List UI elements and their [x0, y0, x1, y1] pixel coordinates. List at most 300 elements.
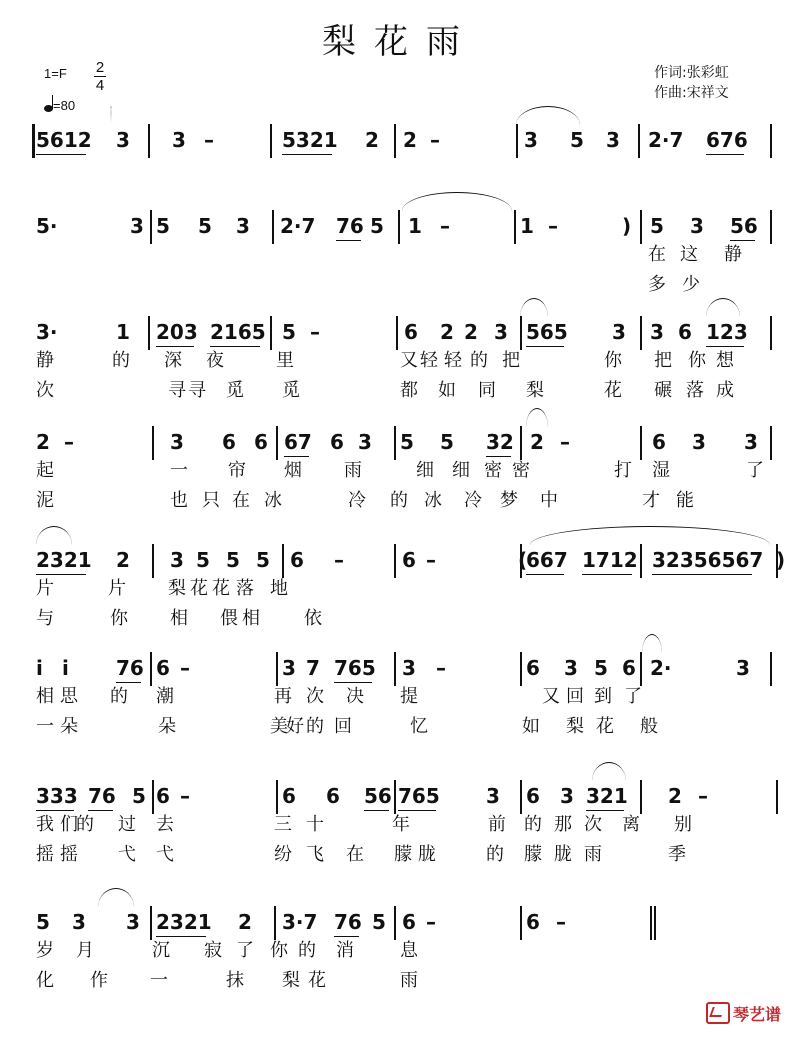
bar-line [152, 780, 154, 814]
lyric-char: 飞 [306, 844, 324, 865]
note: – [436, 656, 446, 680]
lyric-char: 朦 [394, 844, 412, 865]
note: 2321 [156, 910, 212, 934]
bar-line [640, 544, 642, 578]
lyric-char: 胧 [554, 844, 572, 865]
bar-line [148, 124, 150, 158]
lyric-char: 相 [242, 608, 260, 629]
lyric-char: 寻 [188, 380, 206, 401]
note: 2165 [210, 320, 266, 344]
lyric-char: 相 [170, 608, 188, 629]
note: 5· [36, 214, 58, 238]
bar-line [520, 906, 522, 940]
note: 7 [306, 656, 320, 680]
note: i [36, 656, 43, 680]
lyric-char: 能 [676, 490, 694, 511]
note: 3 [494, 320, 508, 344]
beam-underline [706, 154, 744, 155]
note: 1 [408, 214, 422, 238]
lyric-char: 岁 [36, 940, 54, 961]
note: – [64, 430, 74, 454]
beam-underline [36, 154, 86, 155]
note: 5 [226, 548, 240, 572]
bar-line [516, 124, 518, 158]
note: 3 [402, 656, 416, 680]
lyric-char: 好 [286, 716, 304, 737]
lyric-char: 烟 [284, 460, 302, 481]
bar-line [640, 316, 642, 350]
note: 5 [256, 548, 270, 572]
beam-underline [156, 936, 206, 937]
lyric-char: 片 [108, 578, 126, 599]
lyric-char: 成 [716, 380, 734, 401]
lyric-char: 了 [624, 686, 642, 707]
bar-line [520, 780, 522, 814]
beam-underline [88, 810, 113, 811]
note: 5 [594, 656, 608, 680]
note: 2 [440, 320, 454, 344]
lyric-char: 花 [212, 578, 230, 599]
note: 123 [706, 320, 748, 344]
lyric-char: 依 [304, 608, 322, 629]
note: – [426, 548, 436, 572]
lyric-char: 过 [118, 814, 136, 835]
bar-line [276, 652, 278, 686]
note: 6 [156, 784, 170, 808]
lyric-char: 十 [306, 814, 324, 835]
note: 3 [650, 320, 664, 344]
beam-underline [582, 574, 632, 575]
lyric-char: 片 [36, 578, 54, 599]
note: 6 [402, 548, 416, 572]
lyric-char: 轻 [420, 350, 438, 371]
lyric-char: 静 [724, 244, 742, 265]
lyric-char: 月 [76, 940, 94, 961]
watermark-logo [706, 1002, 781, 1025]
lyric-char: 想 [716, 350, 734, 371]
lyric-char: 你 [270, 940, 288, 961]
lyric-char: 少 [682, 274, 700, 295]
beam-underline [652, 574, 752, 575]
note: 3 [486, 784, 500, 808]
lyric-char: 泥 [36, 490, 54, 511]
note: 333 [36, 784, 78, 808]
lyric-char: 的 [390, 490, 408, 511]
composer-credit: 作曲:宋祥文 [654, 85, 729, 101]
note: 6 [526, 656, 540, 680]
note: – [440, 214, 450, 238]
note: 3 [72, 910, 86, 934]
note: 321 [586, 784, 628, 808]
note: ) [776, 548, 786, 572]
lyric-char: 冰 [264, 490, 282, 511]
note: 5 [196, 548, 210, 572]
note: 6 [404, 320, 418, 344]
lyric-char: 梨 [566, 716, 584, 737]
lyric-char: 地 [270, 578, 288, 599]
lyric-char: 你 [688, 350, 706, 371]
note: 2 [365, 128, 379, 152]
lyric-char: 落 [236, 578, 254, 599]
bar-line [770, 210, 772, 244]
lyric-char: 梦 [500, 490, 518, 511]
note: 6 [156, 656, 170, 680]
bar-line [394, 906, 396, 940]
beam-underline [284, 456, 309, 457]
lyric-char: 寂 [204, 940, 222, 961]
lyric-char: 别 [674, 814, 692, 835]
bar-line [640, 780, 642, 814]
slur-mark [526, 408, 548, 427]
watermark-text: 琴艺谱 [733, 1005, 782, 1024]
beam-underline [730, 240, 755, 241]
lyric-char: 的 [76, 814, 94, 835]
lyric-char: 打 [614, 460, 632, 481]
note: 6 [622, 656, 636, 680]
note: 2 [116, 548, 130, 572]
bar-line [276, 780, 278, 814]
logo-icon [706, 1002, 730, 1024]
lyric-char: 如 [522, 716, 540, 737]
lyric-char: 梨 [282, 970, 300, 991]
note: – [204, 128, 214, 152]
note: 3 [170, 548, 184, 572]
lyric-char: 冷 [464, 490, 482, 511]
lyric-char: 都 [400, 380, 418, 401]
lyric-char: 纷 [274, 844, 292, 865]
lyric-char: 朦 [524, 844, 542, 865]
beam-underline [398, 810, 436, 811]
lyric-char: 的 [524, 814, 542, 835]
lyric-char: 去 [156, 814, 174, 835]
note: – [180, 784, 190, 808]
beam-underline [586, 810, 624, 811]
note: 6 [282, 784, 296, 808]
note: 3· [36, 320, 58, 344]
lyric-char: 前 [488, 814, 506, 835]
lyric-char: 在 [346, 844, 364, 865]
lyric-char: 作 [90, 970, 108, 991]
lyric-char: 次 [584, 814, 602, 835]
lyric-char: 深 [164, 350, 182, 371]
slur-mark [110, 106, 112, 125]
note: 5 [282, 320, 296, 344]
bar-line [394, 426, 396, 460]
lyric-char: 觅 [226, 380, 244, 401]
note: – [430, 128, 440, 152]
slur-mark [516, 106, 580, 125]
note: 1 [520, 214, 534, 238]
lyric-char: 离 [622, 814, 640, 835]
lyric-char: 你 [604, 350, 622, 371]
lyric-char: 息 [400, 940, 418, 961]
lyric-char: 细 [416, 460, 434, 481]
lyric-char: 花 [604, 380, 622, 401]
note: 6 [526, 784, 540, 808]
lyric-char: 了 [746, 460, 764, 481]
lyric-char: 中 [540, 490, 558, 511]
quarter-note-icon [44, 105, 53, 112]
beam-underline [526, 346, 564, 347]
note: 5612 [36, 128, 92, 152]
note: 5 [132, 784, 146, 808]
note: 32356567 [652, 548, 764, 572]
lyric-char: 思 [60, 686, 78, 707]
bar-line [394, 780, 396, 814]
note: 2 [464, 320, 478, 344]
bar-line [654, 906, 656, 940]
lyric-char: 季 [668, 844, 686, 865]
lyric-char: 同 [478, 380, 496, 401]
note: 56 [364, 784, 392, 808]
note: 6 [290, 548, 304, 572]
bar-line [152, 544, 154, 578]
lyric-char: 再 [274, 686, 292, 707]
beam-underline [706, 346, 744, 347]
note: 32 [486, 430, 514, 454]
note: 3 [170, 430, 184, 454]
beam-underline [282, 154, 332, 155]
tempo-value: =80 [53, 98, 76, 113]
lyric-char: 摇 [60, 844, 78, 865]
lyric-char: 梨 [168, 578, 186, 599]
bar-line [770, 426, 772, 460]
lyric-char: 一 [170, 460, 188, 481]
note: 3 [282, 656, 296, 680]
tempo-marking [44, 98, 75, 113]
beam-underline [486, 456, 511, 457]
lyric-char: 那 [554, 814, 572, 835]
lyric-char: 朵 [158, 716, 176, 737]
bar-line [520, 426, 522, 460]
note: 5 [570, 128, 584, 152]
lyric-char: 把 [654, 350, 672, 371]
note: 2· [650, 656, 672, 680]
slur-mark [520, 298, 548, 317]
lyric-char: 决 [346, 686, 364, 707]
note: 2321 [36, 548, 92, 572]
beam-underline [36, 574, 86, 575]
note: 5 [372, 910, 386, 934]
note: 203 [156, 320, 198, 344]
lyric-char: 抹 [226, 970, 244, 991]
lyric-char: 三 [274, 814, 292, 835]
note: – [548, 214, 558, 238]
bar-line [34, 124, 35, 158]
lyric-char: 觅 [282, 380, 300, 401]
note: 67 [284, 430, 312, 454]
beam-underline [364, 810, 389, 811]
lyric-char: 的 [306, 716, 324, 737]
note: 3 [116, 128, 130, 152]
bar-line [394, 124, 396, 158]
note: 3 [692, 430, 706, 454]
lyric-char: 花 [596, 716, 614, 737]
lyric-char: 潮 [156, 686, 174, 707]
bar-line [150, 906, 152, 940]
note: – [180, 656, 190, 680]
lyric-char: 夜 [206, 350, 224, 371]
lyric-char: 美 [270, 716, 288, 737]
note: 2·7 [280, 214, 316, 238]
lyric-char: 花 [308, 970, 326, 991]
lyric-char: 沉 [152, 940, 170, 961]
note: – [426, 910, 436, 934]
lyric-char: 冰 [424, 490, 442, 511]
lyric-char: 回 [334, 716, 352, 737]
lyric-char: 我 [36, 814, 54, 835]
note: 6 [330, 430, 344, 454]
lyric-char: 落 [686, 380, 704, 401]
lyric-char: 胧 [418, 844, 436, 865]
note: 6 [326, 784, 340, 808]
lyric-char: 碾 [654, 380, 672, 401]
note: 565 [526, 320, 568, 344]
bar-line [150, 210, 152, 244]
slur-mark [592, 762, 626, 781]
bar-line [640, 652, 642, 686]
note: 76 [88, 784, 116, 808]
bar-line [770, 652, 772, 686]
note: 3 [130, 214, 144, 238]
lyric-char: 又 [542, 686, 560, 707]
lyric-char: 的 [470, 350, 488, 371]
lyric-char: 如 [438, 380, 456, 401]
beam-underline [116, 682, 141, 683]
note: 2 [36, 430, 50, 454]
bar-line [638, 124, 640, 158]
time-signature [94, 60, 106, 93]
bar-line [396, 316, 398, 350]
lyric-char: 冷 [348, 490, 366, 511]
lyric-char: 你 [110, 608, 128, 629]
bar-line [776, 780, 778, 814]
note: 2 [403, 128, 417, 152]
note: 3 [560, 784, 574, 808]
note: 765 [334, 656, 376, 680]
lyric-char: 细 [452, 460, 470, 481]
note: 5 [36, 910, 50, 934]
note: 5 [400, 430, 414, 454]
slur-mark [706, 298, 740, 317]
bar-line [270, 316, 272, 350]
slur-mark [36, 526, 72, 545]
note: 3 [358, 430, 372, 454]
note: 1 [116, 320, 130, 344]
lyric-char: 次 [36, 380, 54, 401]
note: – [698, 784, 708, 808]
note: 3·7 [282, 910, 318, 934]
lyric-char: 帘 [228, 460, 246, 481]
note: 2 [668, 784, 682, 808]
note: 3 [690, 214, 704, 238]
note: 5321 [282, 128, 338, 152]
bar-line [148, 316, 150, 350]
lyric-char: 雨 [400, 970, 418, 991]
bar-line [276, 426, 278, 460]
slur-mark [402, 192, 512, 211]
note: 56 [730, 214, 758, 238]
lyric-char: 的 [486, 844, 504, 865]
lyric-char: 般 [640, 716, 658, 737]
lyric-char: 一 [36, 716, 54, 737]
bar-line [520, 652, 522, 686]
bar-line [640, 210, 642, 244]
lyric-char: 年 [392, 814, 410, 835]
lyric-char: 在 [648, 244, 666, 265]
note: – [560, 430, 570, 454]
lyric-char: 静 [36, 350, 54, 371]
lyric-char: 们 [60, 814, 78, 835]
lyric-char: 湿 [652, 460, 670, 481]
beam-underline [336, 240, 361, 241]
lyric-char: 也 [170, 490, 188, 511]
note: 3 [236, 214, 250, 238]
bar-line [770, 316, 772, 350]
note: 5 [440, 430, 454, 454]
note: 3 [736, 656, 750, 680]
note: 2 [530, 430, 544, 454]
time-signature-top: 2 [95, 59, 105, 76]
note: 6 [678, 320, 692, 344]
beam-underline [526, 574, 564, 575]
note: 3 [172, 128, 186, 152]
beam-underline [334, 682, 372, 683]
lyric-char: 梨 [526, 380, 544, 401]
lyric-char: 寻 [168, 380, 186, 401]
bar-line [152, 426, 154, 460]
note: 676 [706, 128, 748, 152]
note: 6 [222, 430, 236, 454]
note: 3 [612, 320, 626, 344]
note: 5 [650, 214, 664, 238]
bar-line [770, 124, 772, 158]
lyric-char: 与 [36, 608, 54, 629]
song-title: 梨花雨 [322, 22, 478, 62]
note: 3 [744, 430, 758, 454]
note: i [62, 656, 69, 680]
slur-mark [642, 634, 662, 653]
bar-line [272, 210, 274, 244]
note: 76 [334, 910, 362, 934]
lyric-char: 弋 [156, 844, 174, 865]
lyric-char: 回 [566, 686, 584, 707]
lyric-char: 偎 [220, 608, 238, 629]
lyric-char: 只 [202, 490, 220, 511]
note: 765 [398, 784, 440, 808]
note: 5 [370, 214, 384, 238]
lyric-char: 的 [110, 686, 128, 707]
time-signature-bottom: 4 [95, 77, 105, 94]
lyric-char: 里 [276, 350, 294, 371]
note: 6 [254, 430, 268, 454]
lyric-char: 密 [484, 460, 502, 481]
bar-line [520, 316, 522, 350]
beam-underline [156, 346, 194, 347]
bar-line [640, 426, 642, 460]
lyric-char: 起 [36, 460, 54, 481]
lyric-char: 轻 [444, 350, 462, 371]
lyric-char: 弋 [118, 844, 136, 865]
note: 3 [126, 910, 140, 934]
bar-line [394, 544, 396, 578]
note: – [334, 548, 344, 572]
lyric-char: 朵 [60, 716, 78, 737]
lyric-char: 提 [400, 686, 418, 707]
lyric-char: 相 [36, 686, 54, 707]
lyric-char: 花 [190, 578, 208, 599]
lyric-char: 摇 [36, 844, 54, 865]
